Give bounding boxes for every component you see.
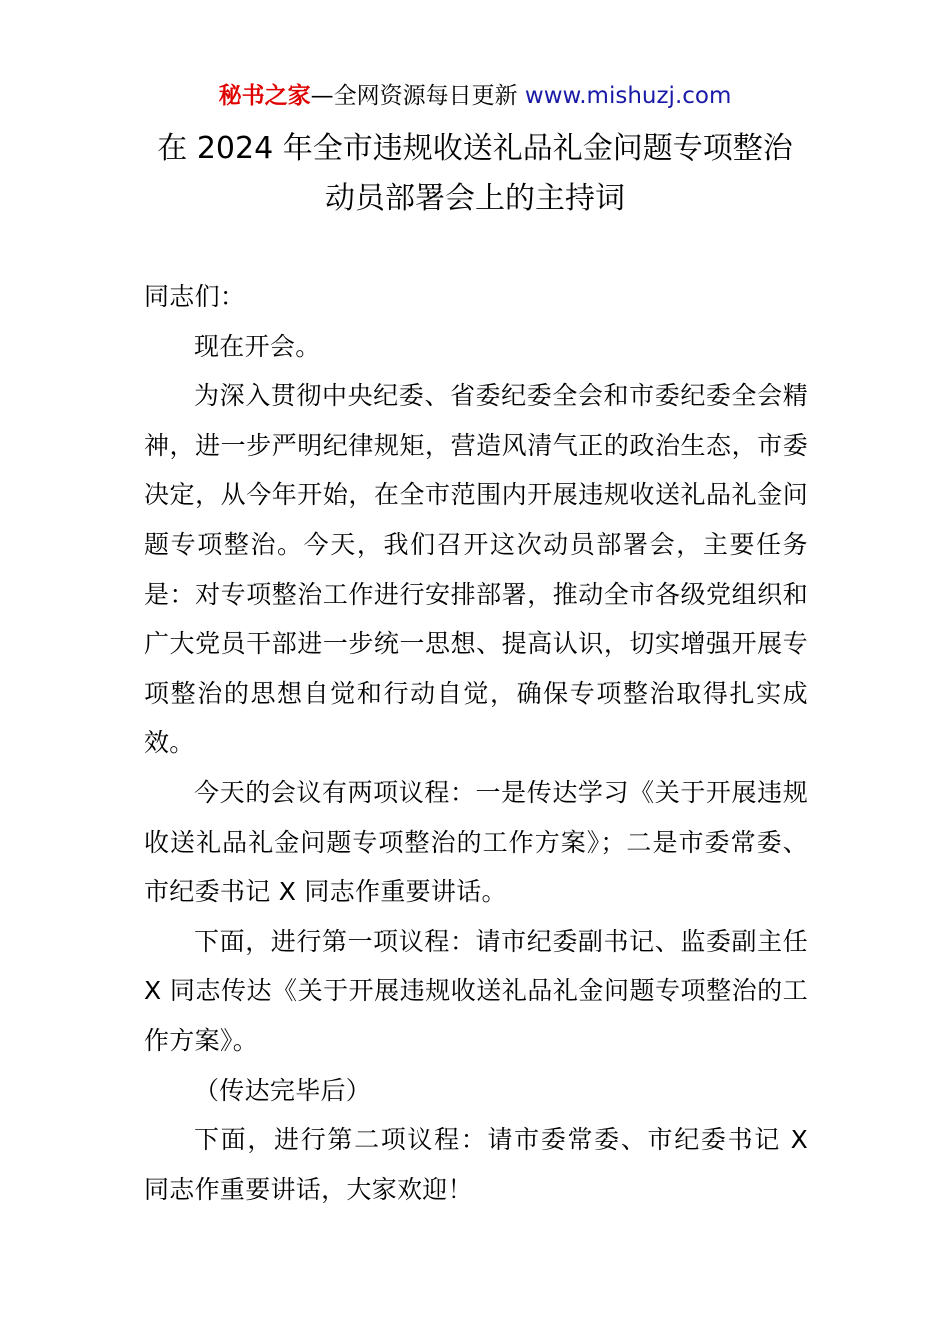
title-line-2: 动员部署会上的主持词 bbox=[325, 181, 625, 216]
paragraph-purpose: 为深入贯彻中央纪委、省委纪委全会和市委纪委全会精神，进一步严明纪律规矩，营造风清气正的政治生态，市委决定，从今年开始，在全市范围内开展违规收送礼品礼金问题专项整治。今天，我们召开这次动员部署会，主要任务是：对专项整治工作进行安排部署，推动全市各级党组织和广大党员干部进一步统一思想、提高认识，切实增强开展专项整治的思想自觉和行动自觉，确保专项整治取得扎实成效。 bbox=[144, 381, 808, 758]
header-tagline: —全网资源每日更新 bbox=[310, 83, 525, 109]
paragraph-agenda: 今天的会议有两项议程：一是传达学习《关于开展违规收送礼品礼金问题专项整治的工作方案》；二是市委常委、市纪委书记 X 同志作重要讲话。 bbox=[144, 777, 808, 907]
paragraph-opening: 现在开会。 bbox=[194, 331, 321, 361]
salutation: 同志们： bbox=[144, 282, 246, 311]
document-body bbox=[144, 272, 808, 1214]
brand-name: 秘书之家 bbox=[218, 83, 311, 109]
site-header bbox=[0, 80, 950, 112]
paragraph-agenda-item-1: 下面，进行第一项议程：请市纪委副书记、监委副主任 X 同志传达《关于开展违规收送礼品礼金问题专项整治的工作方案》。 bbox=[144, 926, 808, 1055]
paragraph-agenda-item-2: 下面，进行第二项议程：请市委常委、市纪委书记 X 同志作重要讲话，大家欢迎！ bbox=[144, 1125, 808, 1204]
site-url-link[interactable]: www.mishuzj.com bbox=[524, 83, 732, 109]
title-line-1: 在 2024 年全市违规收送礼品礼金问题专项整治 bbox=[157, 131, 793, 166]
document-title bbox=[0, 124, 950, 224]
paragraph-stage-note: （传达完毕后） bbox=[194, 1075, 372, 1105]
